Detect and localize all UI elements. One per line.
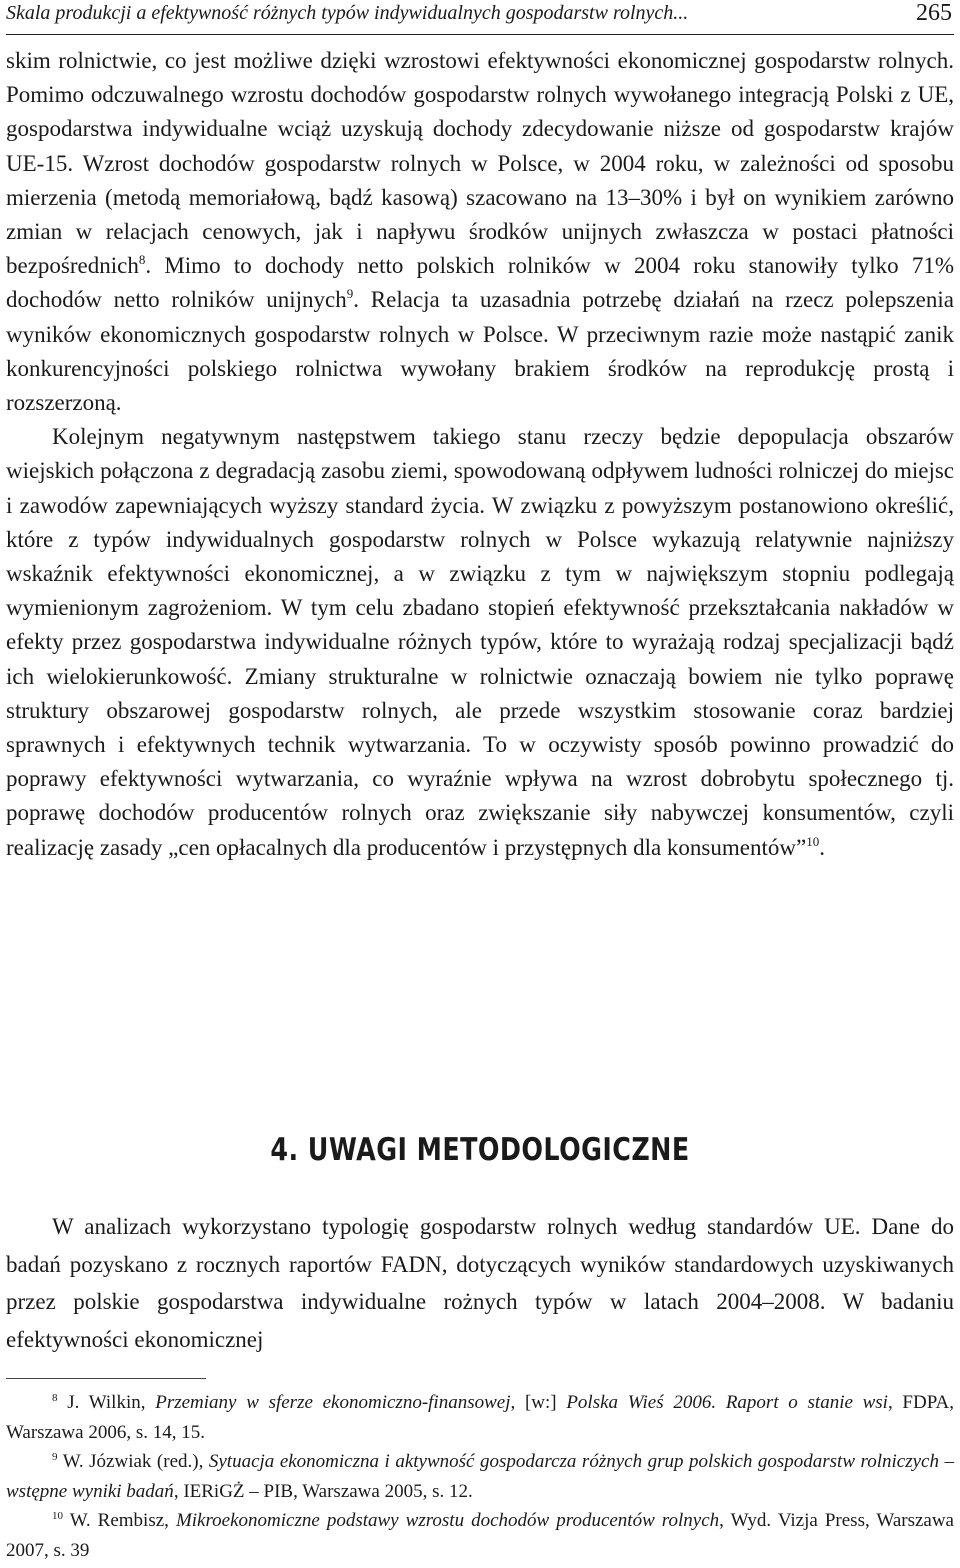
footnote-ref-9: 9 [346,286,354,302]
section-heading: 4. UWAGI METODOLOGICZNE [270,1132,690,1168]
footnote-title: Przemiany w sferze ekonomiczno-finansowej [155,1392,511,1413]
footnote-number: 8 [52,1392,58,1404]
footnotes [6,1388,954,1565]
footnote-title: Sytuacja ekonomiczna i aktywność gospodarcza różnych grup polskich gospodarstw rolniczych – wstępne wyniki badań [6,1451,954,1502]
paragraph-2-text-a: Kolejnym negatywnym następstwem takiego stanu rzeczy będzie depopulacja obszarów wiejskich połączona z degradacją zasobu ziemi, spowodowaną odpływem ludności rolniczej do miejsc i zawodów zapewniających wyższy standard życia. W związku z powyższym postanowiono określić, które z typów indywidualnych gospodarstw rolnych w Polsce wykazują relatywnie najniższy wskaźnik efektywności ekonomicznej, a w związku z tym w największym stopniu podlegają wymienionym zagrożeniom. W tym celu zbadano stopień efektywność przekształcania nakładów w efekty przez gospodarstwa indywidualne różnych typów, które to wyrażają rodzaj specjalizacji bądź ich wielokierunkowość. Zmiany strukturalne w rolnictwie oznaczają bowiem nie tylko poprawę struktury obszarowej gospodarstw rolnych, ale przede wszystkim stosowanie coraz bardziej sprawnych i efektywnych technik wytwarzania. To w oczywisty sposób powinno prowadzić do poprawy efektywności wytwarzania, co wyraźnie wpływa na wzrost dobrobytu społecznego tj. poprawę dochodów producentów rolnych oraz zwiększanie siły nabywczej konsumentów, czyli realizację zasady „cen opłacalnych dla producentów i przystępnych dla konsumentów” [6,424,954,860]
page-number: 265 [916,0,952,26]
footnote-author: J. Wilkin, [67,1392,156,1413]
running-title: Skala produkcji a efektywność różnych typów indywidualnych gospodarstw rolnych... [6,2,689,24]
footnote-9 [6,1447,954,1506]
footnote-author: W. Józwiak (red.), [62,1451,209,1472]
paragraph-1-text-b: . Mimo to dochody netto polskich rolników w 2004 roku stanowiły tylko 71% dochodów netto rolników unijnych [6,253,954,313]
footnote-source-title: Polska Wieś 2006. Raport o stanie wsi [566,1392,888,1413]
paragraph-1-text-a: skim rolnictwie, co jest możliwe dzięki wzrostowi efektywności ekonomicznej gospodarstw rolnych. Pomimo odczuwalnego wzrostu dochodów gospodarstw rolnych wywołanego integracją Polski z UE, gospodarstwa indywidualne wciąż uzyskują dochody zdecydowanie niższe od gospodarstw krajów UE-15. Wzrost dochodów gospodarstw rolnych w Polsce, w 2004 roku, w zależności od sposobu mierzenia (metodą memoriałową, bądź kasową) szacowano na 13–30% i był on wynikiem zarówno zmian w relacjach cenowych, jak i napływu środków unijnych zwłaszcza w postaci płatności bezpośrednich [6,48,954,279]
body-text [6,44,954,865]
paragraph-1 [6,44,954,420]
footnote-number: 9 [52,1451,58,1463]
footnote-publisher: , FDPA, Warszawa 2006, s. 14, 15. [6,1392,955,1443]
footnote-connector: , [w:] [510,1392,567,1413]
footnote-publisher: , IERiGŻ – PIB, Warszawa 2005, s. 12. [173,1480,473,1502]
section-paragraph: W analizach wykorzystano typologię gospodarstw rolnych według standardów UE. Dane do badań pozyskano z rocznych raportów FADN, dotyczących wyników standardowych uzyskiwanych przez polskie gospodarstwa indywidualne rożnych typów w latach 2004–2008. W badaniu efektywności ekonomicznej [6,1214,954,1352]
footnote-8 [6,1388,954,1447]
paragraph-2-text-b: . [819,834,825,860]
paragraph-1-text-c: . Relacja ta uzasadnia potrzebę działań na rzecz polepszenia wyników ekonomicznych gospodarstw rolnych w Polsce. W przeciwnym razie może nastąpić zanik konkurencyjności polskiego rolnictwa wywołany brakiem środków na reprodukcję prostą i rozszerzoną. [6,287,954,416]
paragraph-2 [6,420,954,865]
footnote-ref-8: 8 [138,252,146,268]
footnote-divider [6,1378,206,1379]
footnote-number: 10 [52,1510,63,1522]
running-header [6,0,954,35]
footnote-author: W. Rembisz, [69,1510,176,1531]
footnote-ref-10: 10 [806,833,820,849]
footnote-title: Mikroekonomiczne podstawy wzrostu dochodów producentów rolnych [175,1510,720,1531]
footnote-10 [6,1506,954,1565]
footnote-publisher: , Wyd. Vizja Press, Warszawa 2007, s. 39 [6,1510,954,1561]
